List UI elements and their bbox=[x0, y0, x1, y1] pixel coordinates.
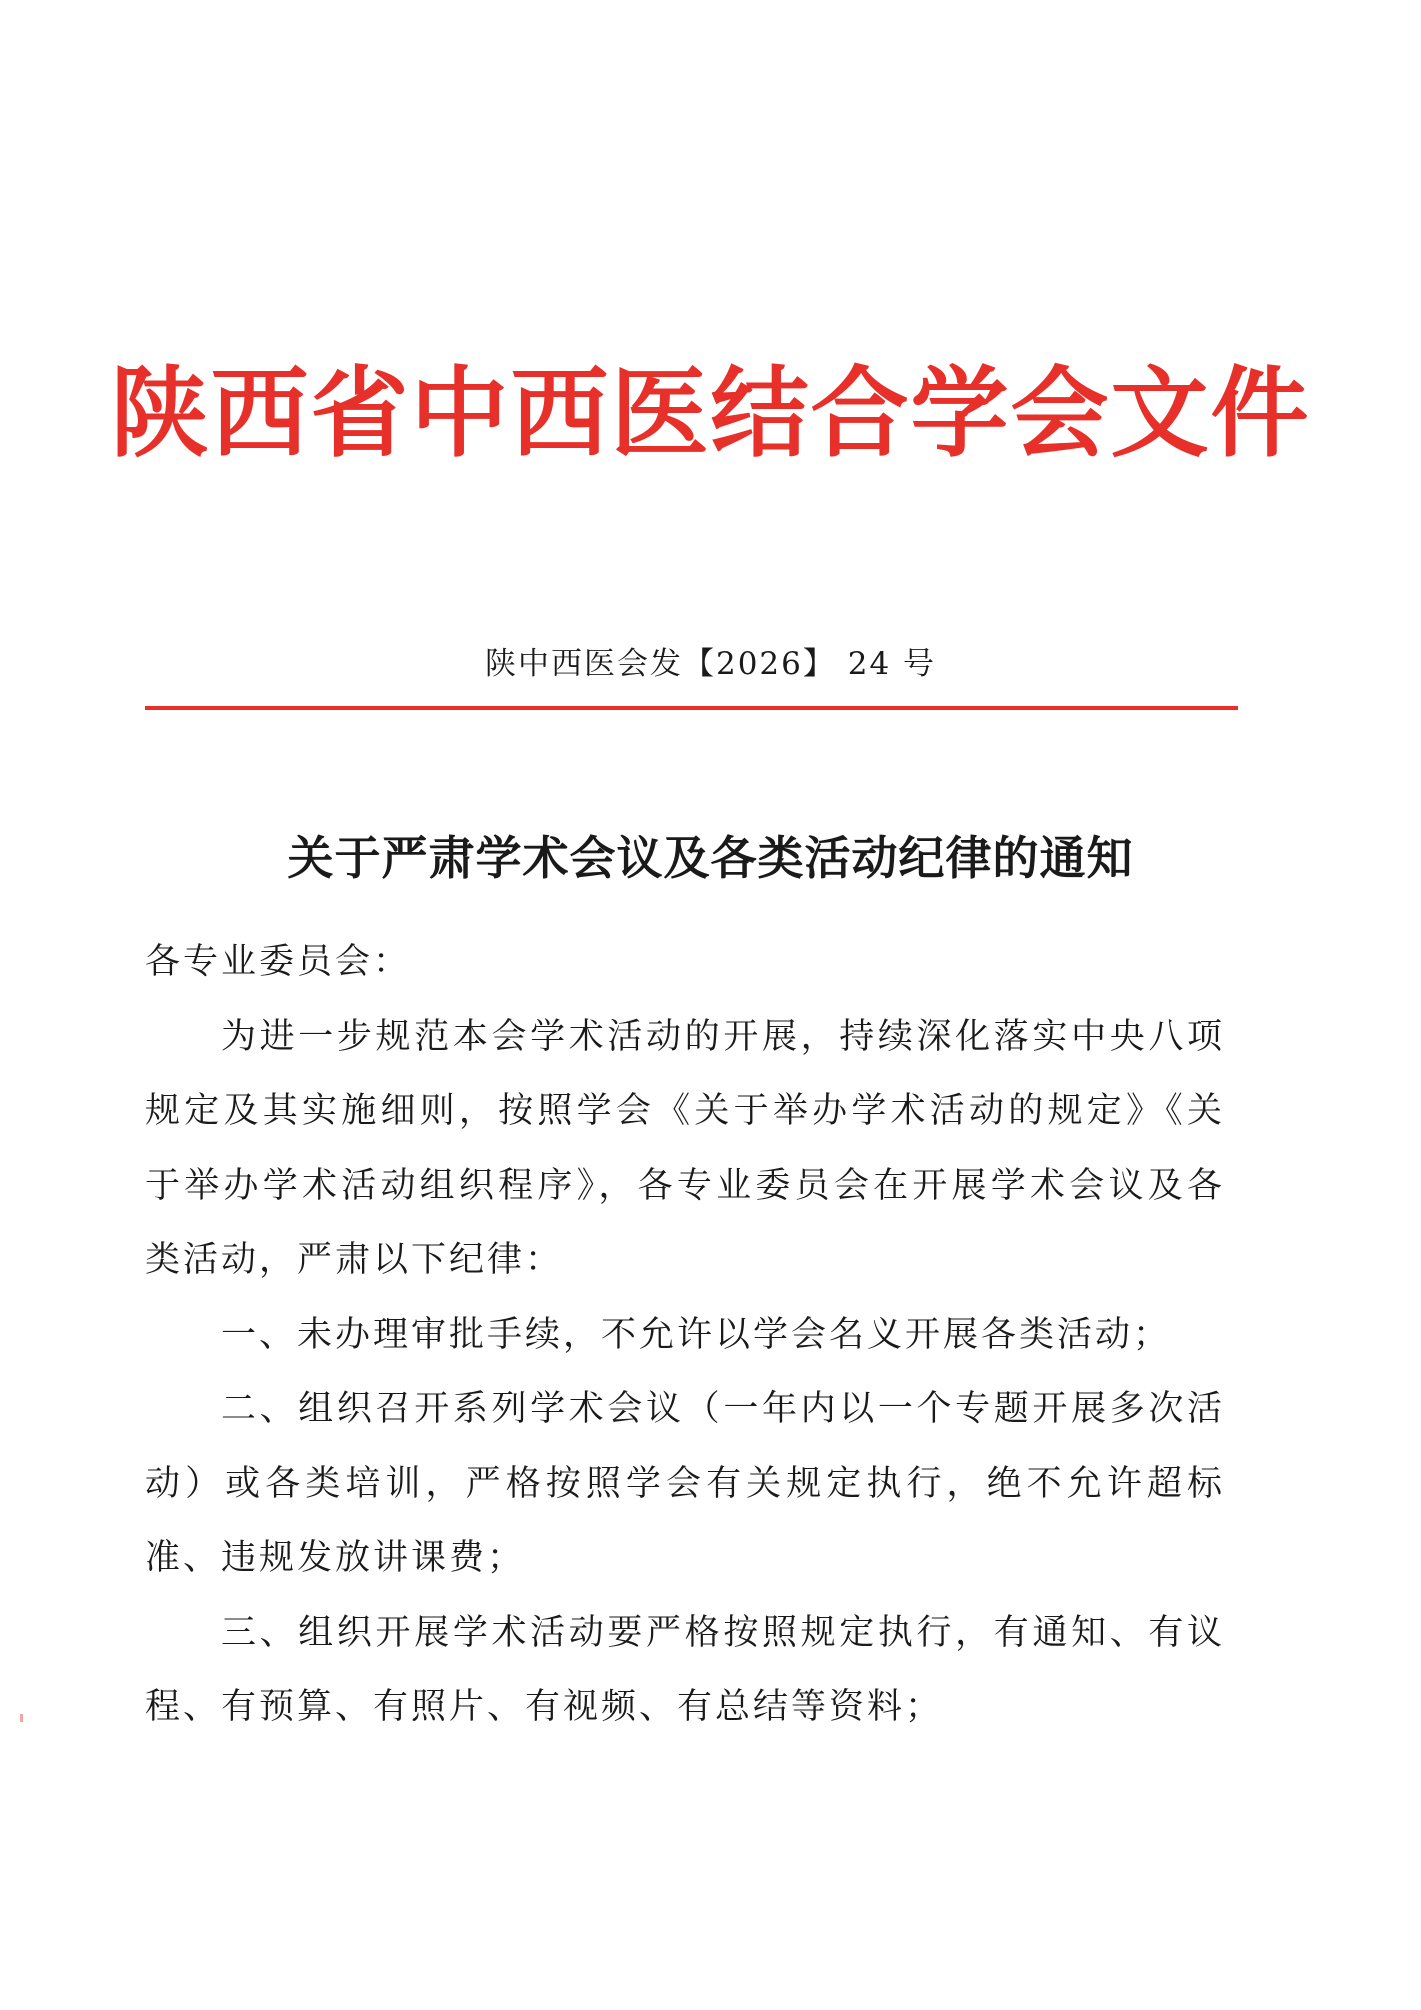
document-number: 陕中西医会发【2026】 24 号 bbox=[484, 646, 937, 682]
red-divider-line bbox=[145, 706, 1238, 710]
scan-mark bbox=[20, 1714, 23, 1722]
notice-title: 关于严肃学术会议及各类活动纪律的通知 bbox=[287, 831, 1134, 885]
letterhead-title: 陕西省中西医结合学会文件 bbox=[110, 356, 1311, 471]
body-paragraph-item-1: 一、未办理审批手续，不允许以学会名义开展各类活动； bbox=[221, 1314, 1172, 1355]
salutation: 各专业委员会： bbox=[145, 942, 412, 982]
notice-body bbox=[145, 925, 1225, 1745]
body-paragraph-item-2: 二、组织召开系列学术会议（一年内以一个专题开展多次活动）或各类培训，严格按照学会有关规定执行，绝不允许超标准、违规发放讲课费； bbox=[145, 1389, 1225, 1578]
body-paragraph-item-3: 三、组织开展学术活动要严格按照规定执行，有通知、有议程、有预算、有照片、有视频、有总结等资料； bbox=[145, 1612, 1225, 1727]
body-paragraph-intro: 为进一步规范本会学术活动的开展，持续深化落实中央八项规定及其实施细则，按照学会《关于举办学术活动的规定》《关于举办学术活动组织程序》，各专业委员会在开展学术会议及各类活动，严肃以下纪律： bbox=[145, 1016, 1225, 1280]
